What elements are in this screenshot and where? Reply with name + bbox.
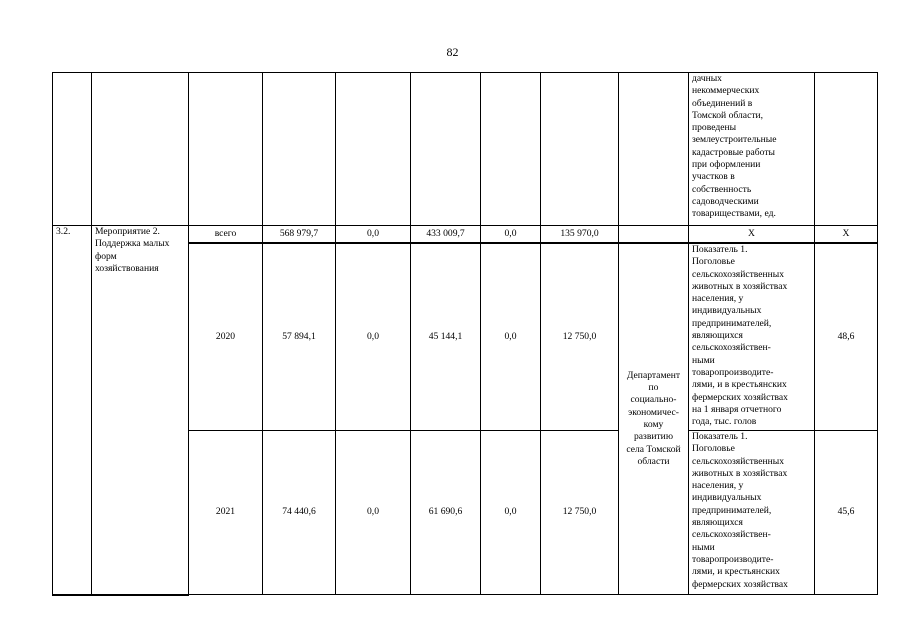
period-cell: 2021 <box>189 431 263 595</box>
regional-cell: 433 009,7 <box>411 226 481 244</box>
federal-cell: 0,0 <box>336 243 411 431</box>
page-number: 82 <box>446 45 459 59</box>
indicator-cell: X <box>689 226 815 244</box>
extra-cell: 12 750,0 <box>541 431 619 595</box>
indicator-value-cell: X <box>815 226 878 244</box>
indicator-value-cell: 48,6 <box>815 243 878 431</box>
regional-cell: 61 690,6 <box>411 431 481 595</box>
extra-cell: 135 970,0 <box>541 226 619 244</box>
period-cell: всего <box>189 226 263 244</box>
total-cell: 57 894,1 <box>263 243 336 431</box>
federal-cell: 0,0 <box>336 226 411 244</box>
program-table <box>52 72 878 596</box>
extra-cell: 12 750,0 <box>541 243 619 431</box>
continued-indicator-text: дачных некоммерческих объединений в Томской области, проведены землеустроительные кадастровые работы при оформлении участков в собственность садоводческими товариществами, ед. <box>689 73 815 226</box>
indicator-cell: Показатель 1. Поголовье сельскохозяйственных животных в хозяйствах населения, у индивидуальных предпринимателей, являющихся сельскохозяйствен- ными товаропроизводите- лями, и крестьянских фермерских хозяйствах <box>689 431 815 595</box>
total-cell: 568 979,7 <box>263 226 336 244</box>
continuation-row <box>53 73 878 226</box>
local-cell: 0,0 <box>481 226 541 244</box>
federal-cell: 0,0 <box>336 431 411 595</box>
local-cell: 0,0 <box>481 243 541 431</box>
indicator-value-cell: 45,6 <box>815 431 878 595</box>
local-cell: 0,0 <box>481 431 541 595</box>
regional-cell: 45 144,1 <box>411 243 481 431</box>
indicator-cell: Показатель 1. Поголовье сельскохозяйственных животных в хозяйствах населения, у индивидуальных предпринимателей, являющихся сельскохозяйствен- ными товаропроизводите- лями, и в крестьянских фермерских хозяйствах на 1 января отчетного года, тыс. голов <box>689 243 815 431</box>
measure-name: Мероприятие 2. Поддержка малых форм хозяйствования <box>92 226 189 595</box>
period-cell: 2020 <box>189 243 263 431</box>
table-row <box>53 226 878 244</box>
executor-cell: Департамент по социально- экономичес- кому развитию села Томской области <box>619 243 689 595</box>
measure-number: 3.2. <box>53 226 92 595</box>
total-cell: 74 440,6 <box>263 431 336 595</box>
